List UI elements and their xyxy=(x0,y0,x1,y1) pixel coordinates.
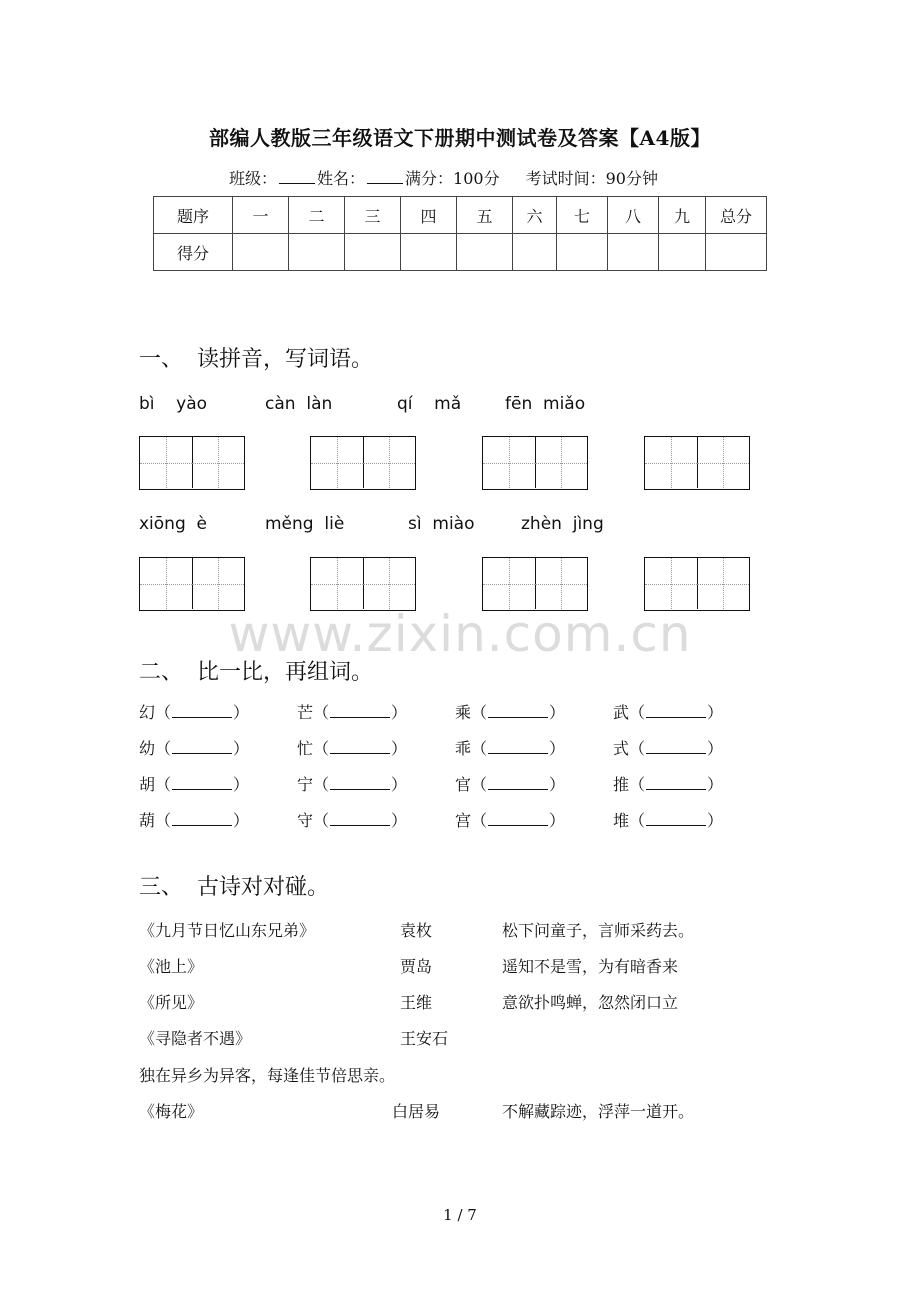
header-cell: 七 xyxy=(557,197,608,234)
compare-item: 幼（ ） xyxy=(139,739,250,758)
exam-time: 考试时间：90分钟 xyxy=(525,169,658,188)
compare-item: 堆（ ） xyxy=(613,811,724,830)
compare-item: 乖（ ） xyxy=(455,739,566,758)
poem-line[interactable]: 遥知不是雪，为有暗香来 xyxy=(502,957,679,976)
answer-blank[interactable] xyxy=(488,777,548,790)
header-cell: 四 xyxy=(401,197,457,234)
answer-blank[interactable] xyxy=(172,741,232,754)
header-cell: 题序 xyxy=(154,197,233,234)
answer-blank[interactable] xyxy=(172,705,232,718)
score-table xyxy=(153,196,767,271)
pinyin-label: xiōng è xyxy=(139,514,208,534)
writing-grid[interactable] xyxy=(310,436,416,490)
pinyin-label: qí mǎ xyxy=(397,394,462,414)
poem-title[interactable]: 《所见》 xyxy=(139,993,204,1012)
answer-blank[interactable] xyxy=(330,705,390,718)
answer-blank[interactable] xyxy=(646,813,706,826)
answer-blank[interactable] xyxy=(488,705,548,718)
row-label: 得分 xyxy=(154,234,233,271)
page-number: 1 / 7 xyxy=(443,1206,477,1224)
answer-blank[interactable] xyxy=(330,813,390,826)
writing-grid[interactable] xyxy=(644,436,750,490)
section3-title: 三、 古诗对对碰。 xyxy=(139,875,329,900)
poem-line[interactable]: 松下问童子，言师采药去。 xyxy=(502,921,695,940)
header-cell: 二 xyxy=(289,197,345,234)
score-cell[interactable] xyxy=(289,234,345,271)
section1-title: 一、 读拼音，写词语。 xyxy=(139,347,373,372)
header-cell: 五 xyxy=(457,197,513,234)
full-score: 满分：100分 xyxy=(405,169,500,188)
score-cell[interactable] xyxy=(513,234,557,271)
poem-title[interactable]: 《寻隐者不遇》 xyxy=(139,1029,252,1048)
poem-author[interactable]: 白居易 xyxy=(392,1102,441,1121)
page-title: 部编人教版三年级语文下册期中测试卷及答案【A4版】 xyxy=(209,126,711,150)
answer-blank[interactable] xyxy=(646,741,706,754)
compare-item: 官（ ） xyxy=(455,775,566,794)
score-cell[interactable] xyxy=(706,234,767,271)
class-blank[interactable] xyxy=(279,169,315,184)
compare-item: 守（ ） xyxy=(297,811,408,830)
score-cell[interactable] xyxy=(345,234,401,271)
compare-item: 宫（ ） xyxy=(455,811,566,830)
pinyin-label: zhèn jìng xyxy=(521,514,604,534)
writing-grid[interactable] xyxy=(310,557,416,611)
answer-blank[interactable] xyxy=(488,813,548,826)
pinyin-label: fēn miǎo xyxy=(505,394,586,414)
answer-blank[interactable] xyxy=(330,777,390,790)
header-cell: 九 xyxy=(659,197,706,234)
pinyin-label: bì yào xyxy=(139,394,208,414)
watermark: www.zixin.com.cn xyxy=(228,605,692,663)
writing-grid[interactable] xyxy=(482,436,588,490)
answer-blank[interactable] xyxy=(488,741,548,754)
answer-blank[interactable] xyxy=(330,741,390,754)
writing-grid[interactable] xyxy=(139,436,245,490)
class-label: 班级： xyxy=(229,169,278,188)
score-cell[interactable] xyxy=(233,234,289,271)
poem-title[interactable]: 《池上》 xyxy=(139,957,204,976)
section2-title: 二、 比一比，再组词。 xyxy=(139,660,373,685)
header-cell: 八 xyxy=(608,197,659,234)
poem-author[interactable]: 王安石 xyxy=(400,1029,449,1048)
compare-item: 葫（ ） xyxy=(139,811,250,830)
compare-item: 幻（ ） xyxy=(139,703,250,722)
answer-blank[interactable] xyxy=(646,705,706,718)
score-cell[interactable] xyxy=(659,234,706,271)
student-info-line xyxy=(229,166,658,189)
header-cell: 三 xyxy=(345,197,401,234)
compare-item: 式（ ） xyxy=(613,739,724,758)
score-cell[interactable] xyxy=(608,234,659,271)
score-table-score-row xyxy=(154,234,767,271)
answer-blank[interactable] xyxy=(172,777,232,790)
score-table-header-row xyxy=(154,197,767,234)
poem-author[interactable]: 袁枚 xyxy=(400,921,433,940)
poem-line[interactable]: 意欲扑鸣蝉，忽然闭口立 xyxy=(502,993,679,1012)
compare-item: 胡（ ） xyxy=(139,775,250,794)
compare-item: 推（ ） xyxy=(613,775,724,794)
pinyin-label: sì miào xyxy=(408,514,475,534)
name-blank[interactable] xyxy=(367,169,403,184)
writing-grid[interactable] xyxy=(644,557,750,611)
compare-item: 芒（ ） xyxy=(297,703,408,722)
header-cell: 一 xyxy=(233,197,289,234)
poem-author[interactable]: 贾岛 xyxy=(400,957,433,976)
header-cell: 六 xyxy=(513,197,557,234)
score-cell[interactable] xyxy=(401,234,457,271)
poem-line[interactable]: 不解藏踪迹，浮萍一道开。 xyxy=(502,1102,695,1121)
poem-author[interactable]: 王维 xyxy=(400,993,433,1012)
writing-grid[interactable] xyxy=(482,557,588,611)
pinyin-label: càn làn xyxy=(265,394,333,414)
compare-item: 忙（ ） xyxy=(297,739,408,758)
poem-title[interactable]: 《梅花》 xyxy=(139,1102,204,1121)
writing-grid[interactable] xyxy=(139,557,245,611)
answer-blank[interactable] xyxy=(172,813,232,826)
compare-item: 乘（ ） xyxy=(455,703,566,722)
poem-line[interactable]: 独在异乡为异客，每逢佳节倍思亲。 xyxy=(139,1066,396,1085)
poem-title[interactable]: 《九月节日忆山东兄弟》 xyxy=(139,921,316,940)
score-cell[interactable] xyxy=(557,234,608,271)
compare-item: 武（ ） xyxy=(613,703,724,722)
answer-blank[interactable] xyxy=(646,777,706,790)
header-cell: 总分 xyxy=(706,197,767,234)
name-label: 姓名： xyxy=(317,169,366,188)
pinyin-label: měng liè xyxy=(265,514,345,534)
compare-item: 宁（ ） xyxy=(297,775,408,794)
score-cell[interactable] xyxy=(457,234,513,271)
